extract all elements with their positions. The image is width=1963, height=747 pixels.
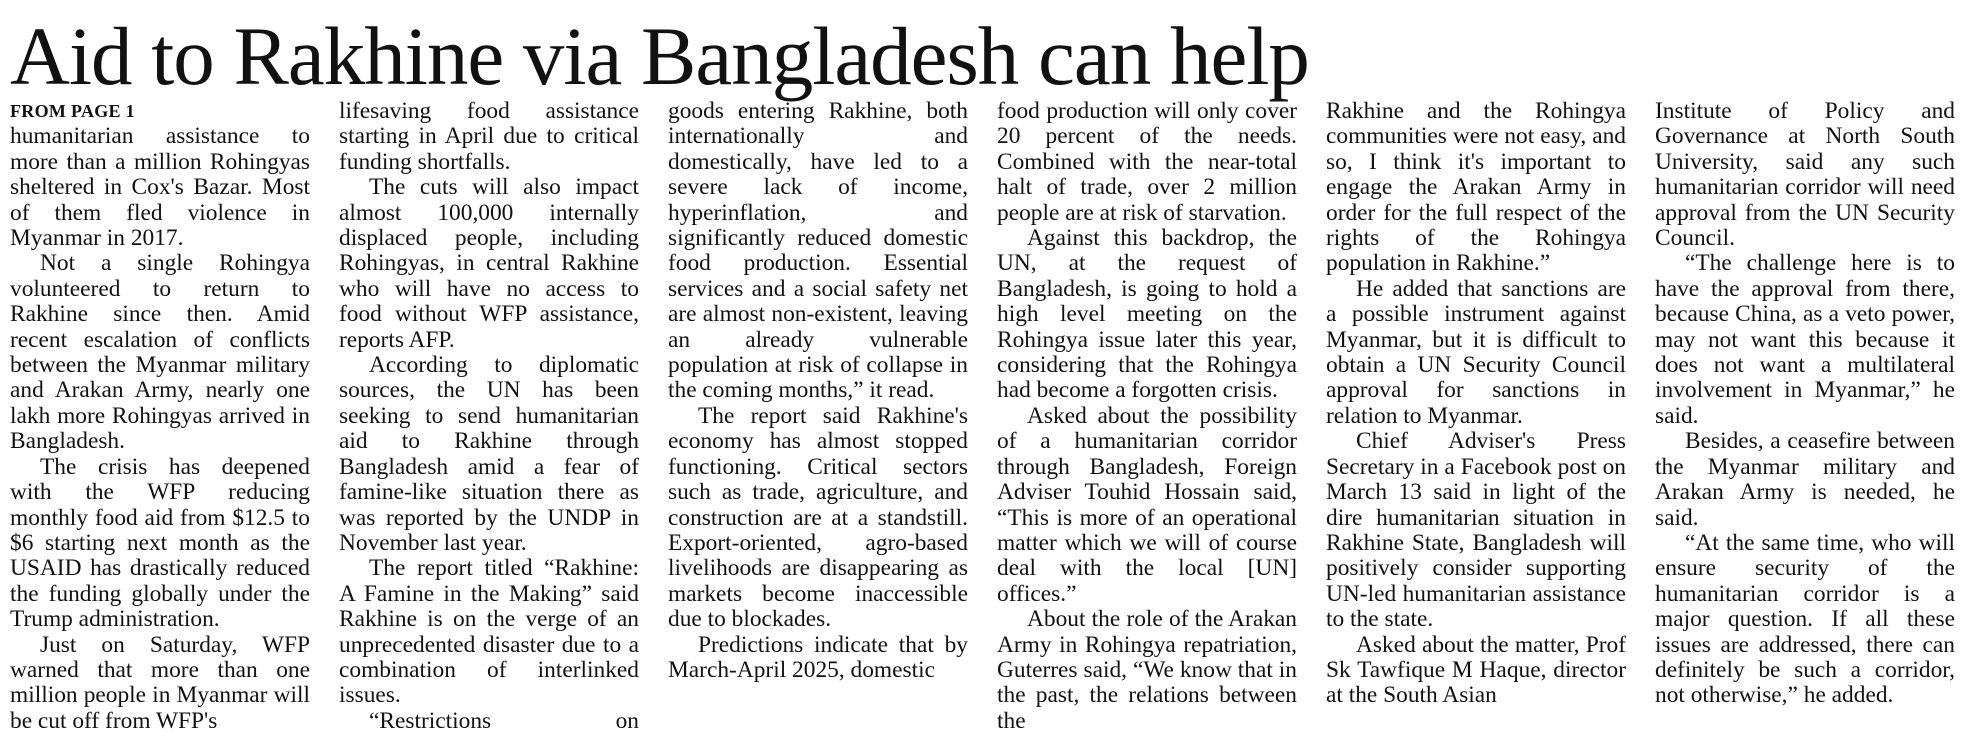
- column-5: [1326, 99, 1626, 739]
- column-6: [1655, 99, 1955, 739]
- paragraph: About the role of the Arakan Army in Rohingya repatriation, Guterres said, “We know that in the past, the relations between the: [997, 606, 1297, 734]
- paragraph: Asked about the possibility of a humanitarian corridor through Bangladesh, Foreign Adviser Touhid Hossain said, “This is more of an operational matter which we will of course deal with the local [UN] offices.”: [997, 402, 1297, 607]
- paragraph: “The challenge here is to have the approval from there, because China, as a veto power, may not want this because it does not want a multilateral involvement in Myanmar,” he said.: [1655, 250, 1955, 429]
- paragraph: food production will only cover 20 percent of the needs. Combined with the near-total halt of trade, over 2 million people are at risk of starvation.: [997, 99, 1297, 226]
- paragraph: The crisis has deepened with the WFP reducing monthly food aid from $12.5 to $6 starting next month as the USAID has drastically reduced the funding globally under the Trump administration.: [10, 453, 310, 633]
- paragraph: “Restrictions on: [369, 707, 639, 734]
- column-4: [997, 99, 1297, 739]
- paragraph: Predictions indicate that by March-April 2025, domestic: [668, 631, 968, 683]
- paragraph: Not a single Rohingya volunteered to return to Rakhine since then. Amid recent escalation of conflicts between the Myanmar military and Arakan Army, nearly one lakh more Rohingyas arrived in Bangladesh.: [10, 250, 310, 455]
- paragraph: lifesaving food assistance starting in April due to critical funding shortfalls.: [339, 99, 639, 175]
- paragraph: Besides, a ceasefire between the Myanmar military and Arakan Army is needed, he said.: [1655, 428, 1955, 531]
- paragraph: The cuts will also impact almost 100,000 internally displaced people, including Rohingyas, in central Rakhine who will have no access to food without WFP assistance, reports AFP.: [339, 174, 639, 353]
- column-2: [339, 99, 639, 739]
- paragraph: The report said Rakhine's economy has almost stopped functioning. Critical sectors such as trade, agriculture, and construction are at a standstill. Export-oriented, agro-based livelihoods are disappearing as markets become inaccessible due to blockades.: [668, 402, 968, 633]
- paragraph: humanitarian assistance to more than a million Rohingyas sheltered in Cox's Bazar. Most of them fled violence in Myanmar in 2017.: [10, 123, 310, 252]
- paragraph: Institute of Policy and Governance at North South University, said any such humanitarian corridor will need approval from the UN Security Council.: [1655, 99, 1955, 252]
- paragraph: Against this backdrop, the UN, at the request of Bangladesh, is going to hold a high level meeting on the Rohingya issue later this year, considering that the Rohingya had become a forgotten crisis.: [997, 225, 1297, 404]
- paragraph: goods entering Rakhine, both internationally and domestically, have led to a severe lack of income, hyperinflation, and significantly reduced domestic food production. Essential services and a social safety net are almost non-existent, leaving an already vulnerable population at risk of collapse in the coming months,” it read.: [668, 99, 968, 404]
- paragraph: Asked about the matter, Prof Sk Tawfique M Haque, director at the South Asian: [1326, 631, 1626, 709]
- paragraph: He added that sanctions are a possible instrument against Myanmar, but it is difficult to obtain a UN Security Council approval for sanctions in relation to Myanmar.: [1326, 275, 1626, 429]
- paragraph: “At the same time, who will ensure security of the humanitarian corridor is a major question. If all these issues are addressed, there can definitely be such a corridor, not otherwise,” he added.: [1655, 529, 1955, 709]
- paragraph: Just on Saturday, WFP warned that more than one million people in Myanmar will be cut off from WFP's: [10, 631, 310, 734]
- paragraph: Rakhine and the Rohingya communities were not easy, and so, I think it's important to engage the Arakan Army in order for the full respect of the rights of the Rohingya population in Rakhine.”: [1326, 99, 1626, 277]
- article-body: [10, 99, 1955, 739]
- column-3: [668, 99, 968, 739]
- kicker: FROM PAGE 1: [10, 101, 135, 121]
- paragraph: Chief Adviser's Press Secretary in a Facebook post on March 13 said in light of the dire humanitarian situation in Rakhine State, Bangladesh will positively consider supporting UN-led humanitarian assistance to the state.: [1326, 428, 1626, 633]
- column-1: [10, 99, 310, 739]
- headline: Aid to Rakhine via Bangladesh can help: [10, 10, 1309, 102]
- paragraph: The report titled “Rakhine: A Famine in the Making” said Rakhine is on the verge of an unprecedented disaster due to a combination of interlinked issues.: [339, 555, 639, 709]
- paragraph: According to diplomatic sources, the UN has been seeking to send humanitarian aid to Rakhine through Bangladesh amid a fear of famine-like situation there as was reported by the UNDP in November last year.: [339, 352, 639, 556]
